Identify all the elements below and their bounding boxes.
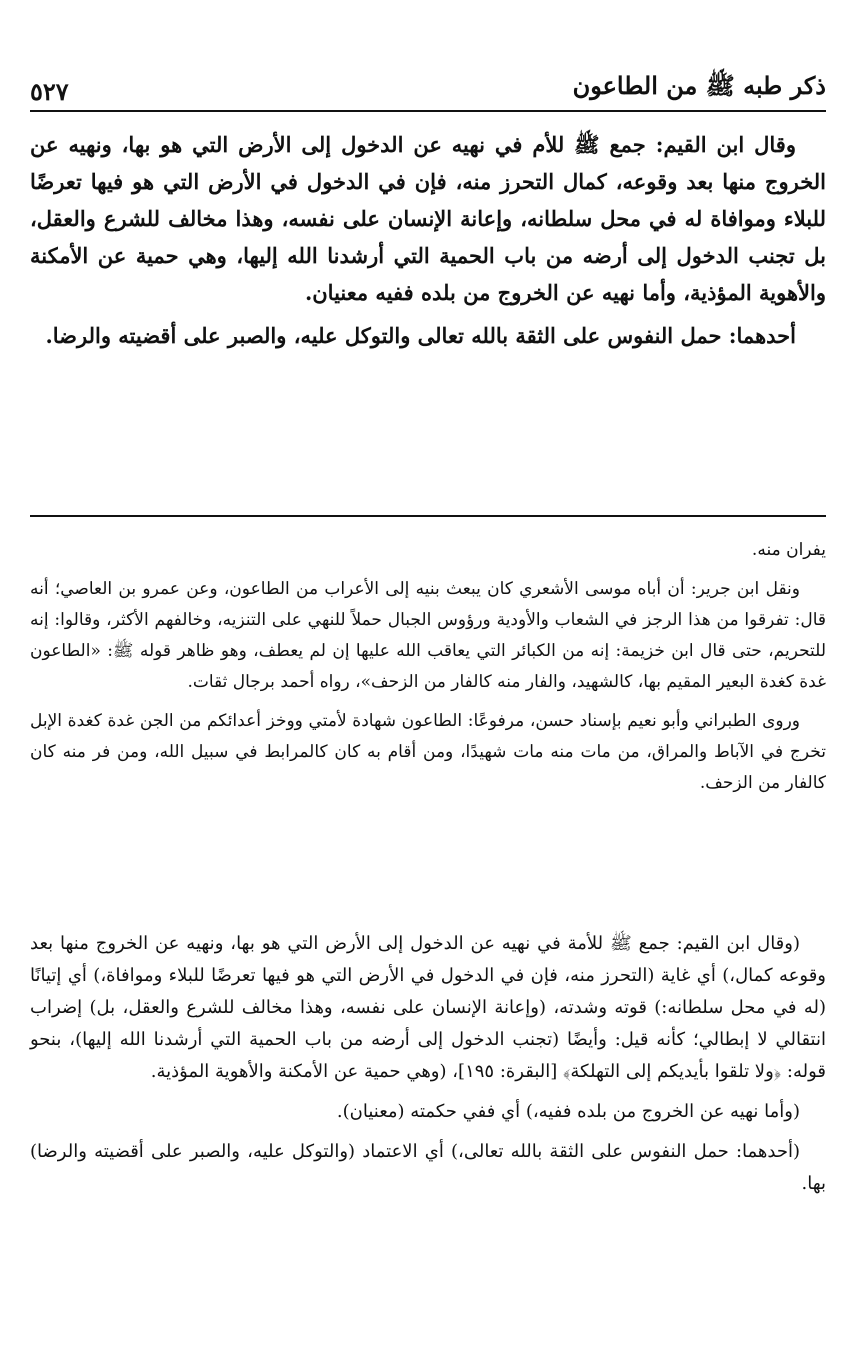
page-number: ٥٢٧ (30, 77, 69, 106)
running-title: ذكر طبه ﷺ من الطاعون (572, 71, 826, 100)
main-paragraph: وقال ابن القيم: جمع ﷺ للأم في نهيه عن الدخول إلى الأرض التي هو بها، ونهيه عن الخروج منها بعد وقوعه، كمال التحرز منه، فإن في الدخول في الأرض التي هو فيها تعرضًا للبلاء وموافاة له في محل سلطانه، وإعانة الإنسان على نفسه، وهذا مخالف للشرع والعقل، بل تجنب الدخول إلى أرضه من باب الحمية التي أرشدنا الله إليها، وهي حمية عن الأمكنة والأهوية المؤذية، وأما نهيه عن الخروج من بلده ففيه معنيان. (30, 132, 826, 305)
footnote-paragraph: ونقل ابن جرير: أن أباه موسى الأشعري كان يبعث بنيه إلى الأعراب من الطاعون، وعن عمرو بن العاصي؛ أنه قال: تفرقوا من هذا الرجز في الشعاب والأودية ورؤوس الجبال حملاً للنهي على التنزيه، وخالفهم الأكثر، وقالوا: إنه للتحريم، حتى قال ابن خزيمة: إنه من الكبائر التي يعاقب الله عليها إن لم يعطف، وهو ظاهر قوله ﷺ: «الطاعون غدة كغدة البعير المقيم بها، كالشهيد، والفار منه كالفار من الزحف»، رواه أحمد برجال ثقات. (30, 579, 826, 692)
commentary-paragraph: (وأما نهيه عن الخروج من بلده ففيه،) أي ففي حكمته (معنيان). (336, 1101, 800, 1122)
footnotes (30, 535, 826, 807)
commentary-paragraph: (وقال ابن القيم: جمع ﷺ للأمة في نهيه عن الدخول إلى الأرض التي هو بها، ونهيه عن الخروج منها بعد وقوعه كمال،) أي غاية (التحرز منه، فإن في الدخول في الأرض التي هو فيها تعرضًا للبلاء وموافاة،) أي إتيانًا (له في محل سلطانه:) قوته وشدته، (وإعانة الإنسان على نفسه، وهذا مخالف للشرع والعقل، بل) إضراب انتقالي لا إبطالي؛ كأنه قيل: وأيضًا (تجنب الدخول إلى أرضه من باب الحمية التي أرشدنا الله إليها)، بنحو قوله: ﴿ولا تلقوا بأيديكم إلى التهلكة﴾ [البقرة: ١٩٥]، (وهي حمية عن الأمكنة والأهوية المؤذية. (30, 933, 826, 1082)
main-paragraph: أحدهما: حمل النفوس على الثقة بالله تعالى والتوكل عليه، والصبر على أقضيته والرضا. (45, 323, 796, 348)
main-text (30, 126, 826, 354)
footnote-paragraph: وروى الطبراني وأبو نعيم بإسناد حسن، مرفوعًا: الطاعون شهادة لأمتي ووخز أعدائكم من الجن غدة كغدة الإبل تخرج في الآباط والمراق، من مات منه مات شهيدًا، ومن أقام به كان كالمرابط في سبيل الله، ومن فر منه كان كالفار من الزحف. (30, 711, 826, 793)
commentary-paragraph: (أحدهما: حمل النفوس على الثقة بالله تعالى،) أي الاعتماد (والتوكل عليه، والصبر على أقضيته والرضا) بها. (30, 1141, 826, 1194)
page-header (30, 70, 826, 112)
footnote-separator (30, 515, 826, 517)
footnote-continuation: يفران منه. (751, 540, 826, 560)
commentary (30, 928, 826, 1208)
